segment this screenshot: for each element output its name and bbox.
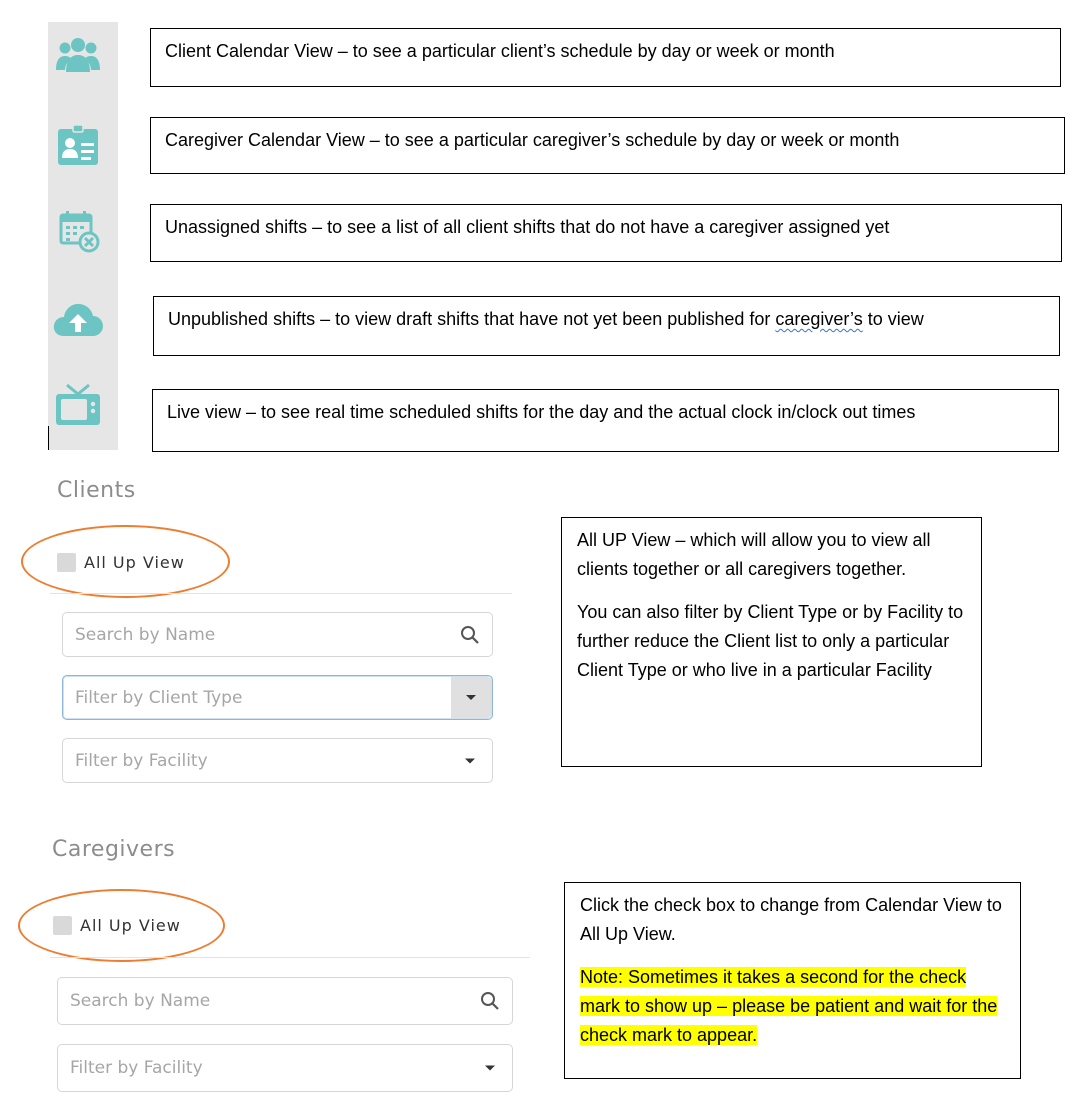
checkbox-box[interactable] xyxy=(53,916,72,935)
callout-unpublished-shifts xyxy=(153,296,1060,356)
facility-placeholder: Filter by Facility xyxy=(70,1058,203,1078)
callout-text: Client Calendar View – to see a particular client’s schedule by day or week or month xyxy=(165,41,835,61)
note-paragraph-highlighted xyxy=(580,963,1005,1050)
highlighted-note: Note: Sometimes it takes a second for the check mark to show up – please be patient and wait for the check mark to appear. xyxy=(580,967,998,1045)
search-icon[interactable] xyxy=(460,625,480,645)
note-paragraph: All UP View – which will allow you to view all clients together or all caregivers together. xyxy=(577,530,931,579)
divider xyxy=(50,593,512,594)
note-paragraph: Click the check box to change from Calendar View to All Up View. xyxy=(580,895,1002,944)
callout-text-underlined: caregiver’s xyxy=(775,309,863,329)
divider xyxy=(50,957,530,958)
note-paragraph: You can also filter by Client Type or by Facility to further reduce the Client list to only a particular Client Type or who live in a particular Facility xyxy=(577,602,964,680)
callout-caregiver-calendar xyxy=(150,117,1065,174)
note-checkbox-instructions xyxy=(564,882,1021,1079)
clients-all-up-checkbox[interactable] xyxy=(57,553,185,572)
icon-sidebar xyxy=(48,22,118,450)
chevron-down-icon[interactable] xyxy=(451,677,491,718)
users-group-icon[interactable] xyxy=(50,32,106,78)
caregivers-all-up-checkbox[interactable] xyxy=(53,916,181,935)
text-cursor xyxy=(48,426,49,450)
note-all-up-view xyxy=(561,517,982,767)
caregivers-section-title: Caregivers xyxy=(52,837,176,862)
cloud-upload-icon[interactable] xyxy=(50,296,106,342)
facility-placeholder: Filter by Facility xyxy=(75,750,208,771)
clients-section-title: Clients xyxy=(57,478,136,503)
client-type-placeholder: Filter by Client Type xyxy=(75,687,243,708)
clients-search-field[interactable] xyxy=(62,612,493,657)
clients-search-input[interactable] xyxy=(75,625,435,645)
checkbox-label: All Up View xyxy=(80,916,181,935)
tv-icon[interactable] xyxy=(50,382,106,428)
callout-client-calendar xyxy=(150,28,1061,87)
clients-client-type-select[interactable] xyxy=(62,675,493,720)
checkbox-label: All Up View xyxy=(84,553,185,572)
callout-text-after: to view xyxy=(862,309,924,329)
callout-unassigned-shifts xyxy=(150,204,1062,262)
calendar-x-icon[interactable] xyxy=(50,208,106,254)
caregivers-search-input[interactable] xyxy=(70,991,460,1011)
chevron-down-icon[interactable] xyxy=(485,1066,495,1071)
caregivers-search-field[interactable] xyxy=(57,977,513,1025)
search-icon[interactable] xyxy=(480,991,500,1011)
callout-live-view xyxy=(152,389,1059,452)
checkbox-box[interactable] xyxy=(57,553,76,572)
caregivers-facility-select[interactable] xyxy=(57,1044,513,1092)
callout-text-before: Unpublished shifts – to view draft shifts that have not yet been published for xyxy=(168,309,776,329)
callout-text: Unassigned shifts – to see a list of all client shifts that do not have a caregiver assigned yet xyxy=(165,217,890,237)
clients-facility-select[interactable] xyxy=(62,738,493,783)
chevron-down-icon[interactable] xyxy=(465,758,475,763)
callout-text: Caregiver Calendar View – to see a particular caregiver’s schedule by day or week or month xyxy=(165,130,900,150)
id-card-icon[interactable] xyxy=(50,122,106,168)
callout-text: Live view – to see real time scheduled shifts for the day and the actual clock in/clock out times xyxy=(167,402,916,422)
